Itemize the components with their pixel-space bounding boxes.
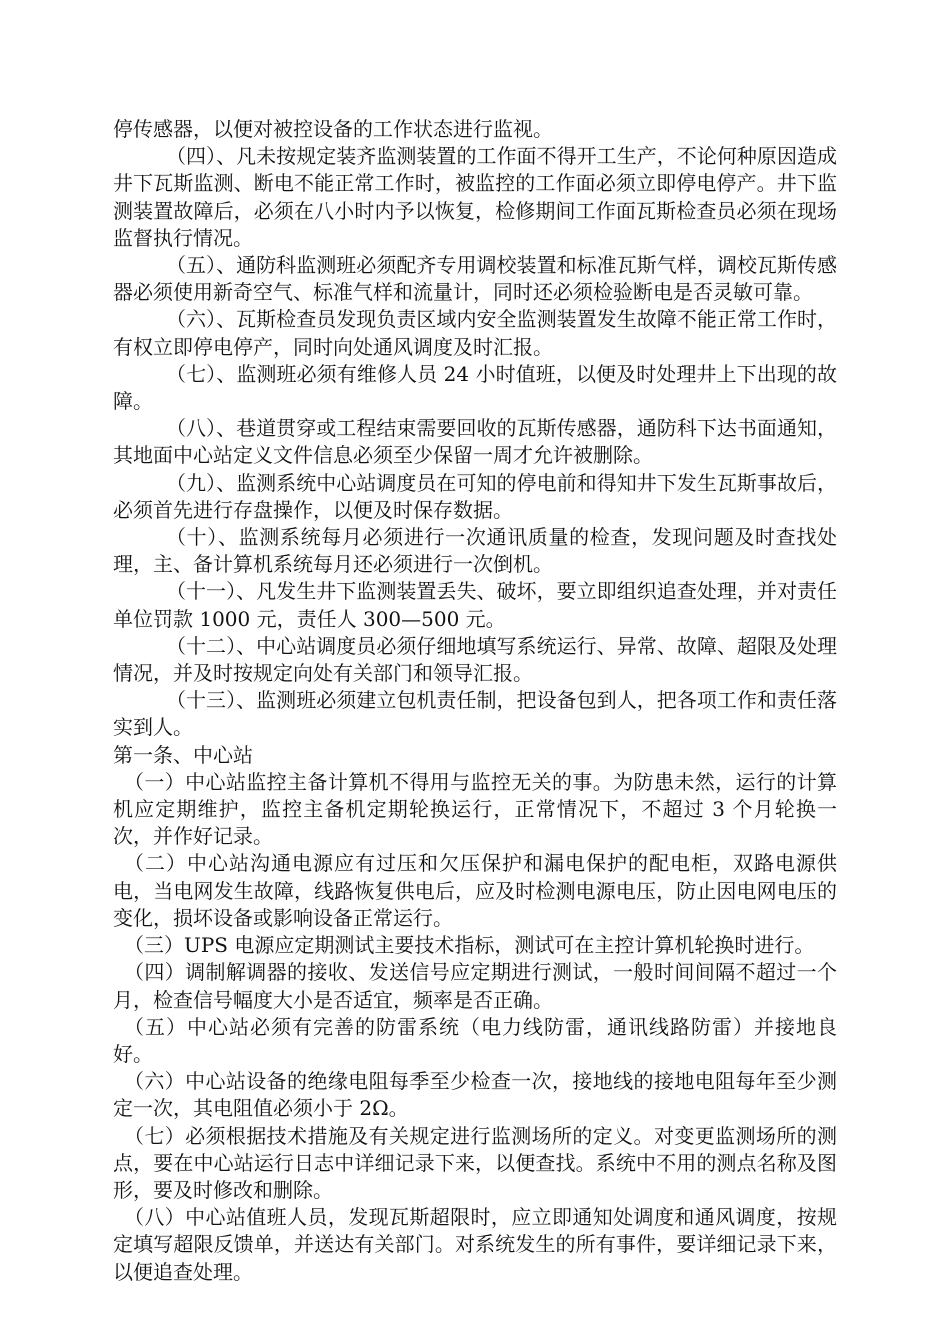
section-heading: 第一条、中心站 [113,742,253,767]
paragraph-item-10: （十）、监测系统每月必须进行一次通讯质量的检查，发现问题及时查找处理，主、备计算机系统每月还必须进行一次倒机。 [113,525,837,577]
paragraph-item-9: （九）、监测系统中心站调度员在可知的停电前和得知井下发生瓦斯事故后，必须首先进行存盘操作，以便及时保存数据。 [113,470,837,522]
paragraph-item-6: （六）、瓦斯检查员发现负责区域内安全监测装置发生故障不能正常工作时，有权立即停电停产，同时向处通风调度及时汇报。 [113,307,837,359]
section-item-2: （二）中心站沟通电源应有过压和欠压保护和漏电保护的配电柜，双路电源供电，当电网发生故障，线路恢复供电后，应及时检测电源电压，防止因电网电压的变化，损坏设备或影响设备正常运行。 [113,851,837,930]
section-item-8: （八）中心站值班人员，发现瓦斯超限时，应立即通知处调度和通风调度，按规定填写超限反馈单，并送达有关部门。对系统发生的所有事件，要详细记录下来，以便追查处理。 [113,1205,837,1284]
paragraph-item-12: （十二）、中心站调度员必须仔细地填写系统运行、异常、故障、超限及处理情况，并及时按规定向处有关部门和领导汇报。 [113,633,837,686]
section-item-6: （六）中心站设备的绝缘电阻每季至少检查一次，接地线的接地电阻每年至少测定一次，其电阻值必须小于 2Ω。 [113,1069,837,1121]
paragraph-item-11: （十一）、凡发生井下监测装置丢失、破坏，要立即组织追查处理，并对责任单位罚款 1000 元，责任人 300—500 元。 [113,579,837,631]
paragraph-continuation: 停传感器，以便对被控设备的工作状态进行监视。 [113,117,553,141]
section-item-1: （一）中心站监控主备计算机不得用与监控无关的事。为防患未然，运行的计算机应定期维护，监控主备机定期轮换运行，正常情况下，不超过 3 个月轮换一次，并作好记录。 [113,769,837,849]
paragraph-item-5: （五）、通防科监测班必须配齐专用调校装置和标准瓦斯气样，调校瓦斯传感器必须使用新奇空气、标准气样和流量计，同时还必须检验断电是否灵敏可靠。 [113,253,837,305]
section-item-5: （五）中心站必须有完善的防雷系统（电力线防雷，通讯线路防雷）并接地良好。 [113,1014,837,1066]
section-item-3: （三）UPS 电源应定期测试主要技术指标，测试可在主控计算机轮换时进行。 [124,933,815,958]
paragraph-item-8: （八）、巷道贯穿或工程结束需要回收的瓦斯传感器，通防科下达书面通知，其地面中心站定义文件信息必须至少保留一周才允许被删除。 [113,416,837,468]
document-body [113,116,837,1286]
section-item-7: （七）必须根据技术措施及有关规定进行监测场所的定义。对变更监测场所的测点，要在中心站运行日志中详细记录下来，以便查找。系统中不用的测点名称及图形，要及时修改和删除。 [113,1123,837,1202]
paragraph-item-4: （四）、凡未按规定装齐监测装置的工作面不得开工生产，不论何种原因造成井下瓦斯监测、断电不能正常工作时，被监控的工作面必须立即停电停产。井下监测装置故障后，必须在八小时内予以恢复，检修期间工作面瓦斯检查员必须在现场监督执行情况。 [113,144,837,250]
paragraph-item-7: （七）、监测班必须有维修人员 24 小时值班，以便及时处理井上下出现的故障。 [113,361,837,414]
section-item-4: （四）调制解调器的接收、发送信号应定期进行测试，一般时间间隔不超过一个月，检查信号幅度大小是否适宜，频率是否正确。 [113,960,837,1012]
paragraph-item-13: （十三）、监测班必须建立包机责任制，把设备包到人，把各项工作和责任落实到人。 [113,688,837,740]
